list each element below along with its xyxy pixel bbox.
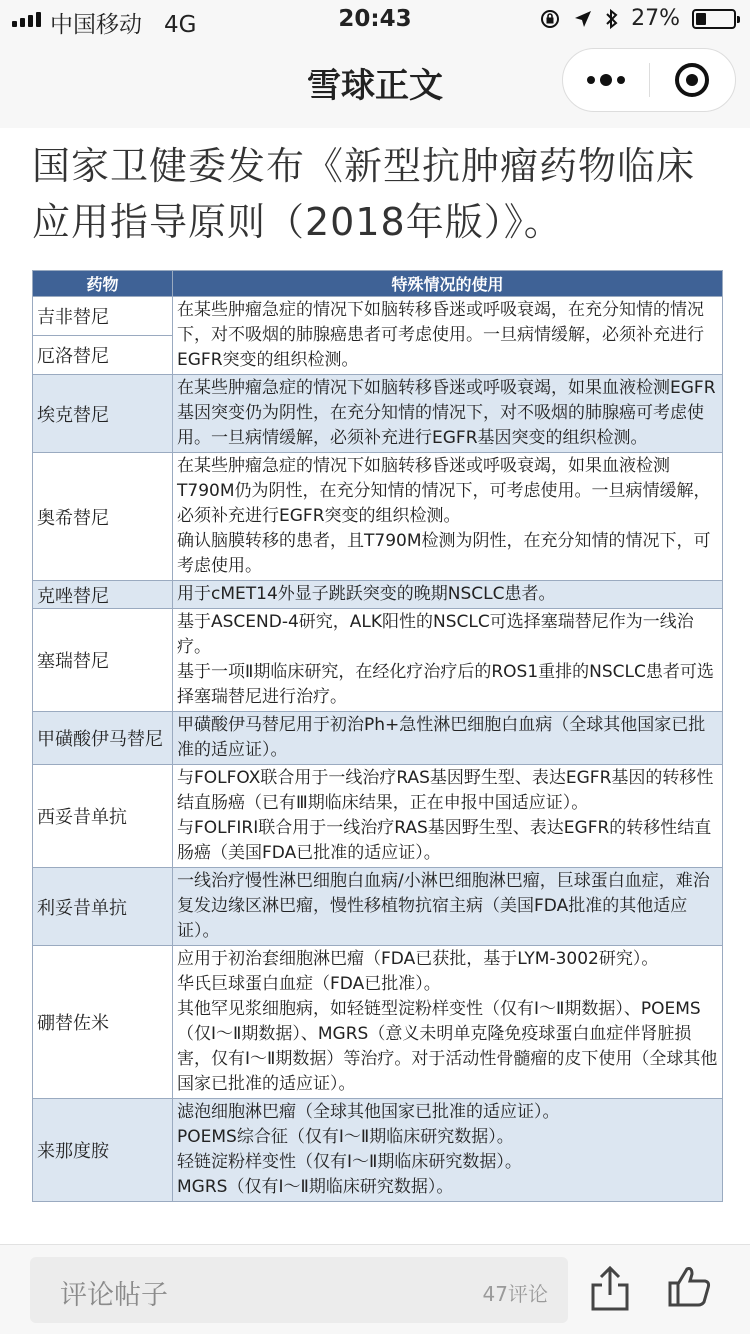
usage-paragraph: 其他罕见浆细胞病，如轻链型淀粉样变性（仅有Ⅰ～Ⅱ期数据）、POEMS（仅Ⅰ～Ⅱ期数据）、MGRS（意义未明单克隆免疫球蛋白血症伴肾脏损害，仅有Ⅰ～Ⅱ期数据）等治疗。对于活动性骨髓瘤的皮下使用（全球其他国家已批准的适应证）。 bbox=[177, 999, 718, 1094]
usage-paragraph: MGRS（仅有Ⅰ～Ⅱ期临床研究数据）。 bbox=[177, 1177, 454, 1197]
usage-cell bbox=[173, 375, 723, 453]
thumbs-up-icon bbox=[664, 1261, 716, 1313]
usage-cell bbox=[173, 581, 723, 609]
table-row bbox=[33, 375, 723, 453]
usage-paragraph: 基于ASCEND-4研究，ALK阳性的NSCLC可选择塞瑞替尼作为一线治疗。 bbox=[177, 612, 694, 657]
usage-paragraph: POEMS综合征（仅有Ⅰ～Ⅱ期临床研究数据）。 bbox=[177, 1127, 514, 1147]
battery-percent: 27% bbox=[631, 6, 680, 31]
drug-name-cell: 硼替佐米 bbox=[33, 946, 173, 1099]
usage-paragraph: 一线治疗慢性淋巴细胞白血病/小淋巴细胞淋巴瘤，巨球蛋白血症，难治复发边缘区淋巴瘤，慢性移植物抗宿主病（美国FDA批准的其他适应证）。 bbox=[177, 871, 710, 941]
network-type: 4G bbox=[163, 12, 197, 38]
battery-fill bbox=[696, 13, 706, 25]
drug-name-cell: 塞瑞替尼 bbox=[33, 609, 173, 712]
table-row bbox=[33, 609, 723, 712]
drug-name-cell: 克唑替尼 bbox=[33, 581, 173, 609]
usage-paragraph: 在某些肿瘤急症的情况下如脑转移昏迷或呼吸衰竭，如果血液检测EGFR基因突变仍为阴性，在充分知情的情况下，对不吸烟的肺腺癌可考虑使用。一旦病情缓解，必须补充进行EGFR基因突变的组织检测。 bbox=[177, 378, 716, 448]
comment-placeholder: 评论帖子 bbox=[60, 1280, 168, 1311]
drug-name-cell: 西妥昔单抗 bbox=[33, 765, 173, 868]
share-button[interactable] bbox=[584, 1263, 636, 1315]
usage-cell bbox=[173, 453, 723, 581]
status-indicators bbox=[539, 6, 736, 31]
location-arrow-icon bbox=[573, 9, 593, 29]
usage-paragraph: 滤泡细胞淋巴瘤（全球其他国家已批准的适应证）。 bbox=[177, 1102, 560, 1122]
drug-name-cell: 吉非替尼 bbox=[33, 297, 173, 336]
table-row bbox=[33, 1099, 723, 1202]
like-button[interactable] bbox=[664, 1261, 716, 1313]
table-row bbox=[33, 712, 723, 765]
usage-cell bbox=[173, 297, 723, 375]
more-dots-icon bbox=[587, 74, 625, 86]
usage-cell bbox=[173, 609, 723, 712]
usage-paragraph: 甲磺酸伊马替尼用于初治Ph+急性淋巴细胞白血病（全球其他国家已批准的适应证）。 bbox=[177, 715, 706, 760]
comment-input[interactable] bbox=[30, 1257, 568, 1323]
usage-paragraph: 确认脑膜转移的患者，且T790M检测为阴性，在充分知情的情况下，可考虑使用。 bbox=[177, 531, 711, 576]
header-usage: 特殊情况的使用 bbox=[173, 271, 723, 297]
bluetooth-icon bbox=[605, 8, 619, 30]
mini-program-capsule bbox=[562, 48, 736, 112]
drug-name-cell: 厄洛替尼 bbox=[33, 336, 173, 375]
share-icon bbox=[584, 1263, 636, 1315]
usage-cell bbox=[173, 712, 723, 765]
drug-name-cell: 甲磺酸伊马替尼 bbox=[33, 712, 173, 765]
navigation-bar bbox=[0, 40, 750, 128]
table-body bbox=[33, 297, 723, 1202]
drug-name-cell: 奥希替尼 bbox=[33, 453, 173, 581]
article-content[interactable] bbox=[0, 128, 750, 1244]
usage-paragraph: 华氏巨球蛋白血症（FDA已批准）。 bbox=[177, 974, 441, 994]
table-row bbox=[33, 581, 723, 609]
comment-count[interactable]: 47评论 bbox=[482, 1282, 548, 1306]
status-time: 20:43 bbox=[338, 6, 412, 32]
carrier-name: 中国移动 bbox=[50, 12, 142, 38]
header-drug: 药物 bbox=[33, 271, 173, 297]
usage-cell bbox=[173, 1099, 723, 1202]
table-header-row bbox=[33, 271, 723, 297]
close-button[interactable] bbox=[650, 49, 736, 111]
battery-icon bbox=[692, 9, 736, 29]
table-row bbox=[33, 765, 723, 868]
usage-paragraph: 在某些肿瘤急症的情况下如脑转移昏迷或呼吸衰竭，在充分知情的情况下，对不吸烟的肺腺癌患者可考虑使用。一旦病情缓解，必须补充进行EGFR突变的组织检测。 bbox=[177, 300, 704, 370]
drug-name-cell: 来那度胺 bbox=[33, 1099, 173, 1202]
drug-name-cell: 埃克替尼 bbox=[33, 375, 173, 453]
usage-paragraph: 轻链淀粉样变性（仅有Ⅰ～Ⅱ期临床研究数据）。 bbox=[177, 1152, 522, 1172]
usage-cell bbox=[173, 868, 723, 946]
bottom-action-bar bbox=[0, 1244, 750, 1334]
rotation-lock-icon bbox=[539, 8, 561, 30]
usage-paragraph: 在某些肿瘤急症的情况下如脑转移昏迷或呼吸衰竭，如果血液检测T790M仍为阴性，在充分知情的情况下，可考虑使用。一旦病情缓解，必须补充进行EGFR突变的组织检测。 bbox=[177, 456, 711, 526]
usage-paragraph: 用于cMET14外显子跳跃突变的晚期NSCLC患者。 bbox=[177, 584, 556, 604]
more-button[interactable] bbox=[563, 49, 649, 111]
usage-paragraph: 基于一项Ⅱ期临床研究，在经化疗治疗后的ROS1重排的NSCLC患者可选择塞瑞替尼进行治疗。 bbox=[177, 662, 714, 707]
target-close-icon bbox=[675, 63, 709, 97]
usage-paragraph: 应用于初治套细胞淋巴瘤（FDA已获批，基于LYM-3002研究）。 bbox=[177, 949, 659, 969]
article-headline: 国家卫健委发布《新型抗肿瘤药物临床应用指导原则（2018年版）》。 bbox=[32, 144, 696, 244]
table-row bbox=[33, 868, 723, 946]
usage-paragraph: 与FOLFOX联合用于一线治疗RAS基因野生型、表达EGFR基因的转移性结直肠癌（已有Ⅲ期临床结果，正在申报中国适应证）。 bbox=[177, 768, 714, 813]
usage-cell bbox=[173, 946, 723, 1099]
usage-paragraph: 与FOLFIRI联合用于一线治疗RAS基因野生型、表达EGFR的转移性结直肠癌（美国FDA已批准的适应证）。 bbox=[177, 818, 712, 863]
usage-cell bbox=[173, 765, 723, 868]
table-row bbox=[33, 453, 723, 581]
page-title: 雪球正文 bbox=[307, 66, 443, 106]
table-row bbox=[33, 946, 723, 1099]
drug-usage-table bbox=[32, 270, 723, 1202]
drug-name-cell: 利妥昔单抗 bbox=[33, 868, 173, 946]
table-row bbox=[33, 297, 723, 336]
status-bar bbox=[0, 0, 750, 40]
